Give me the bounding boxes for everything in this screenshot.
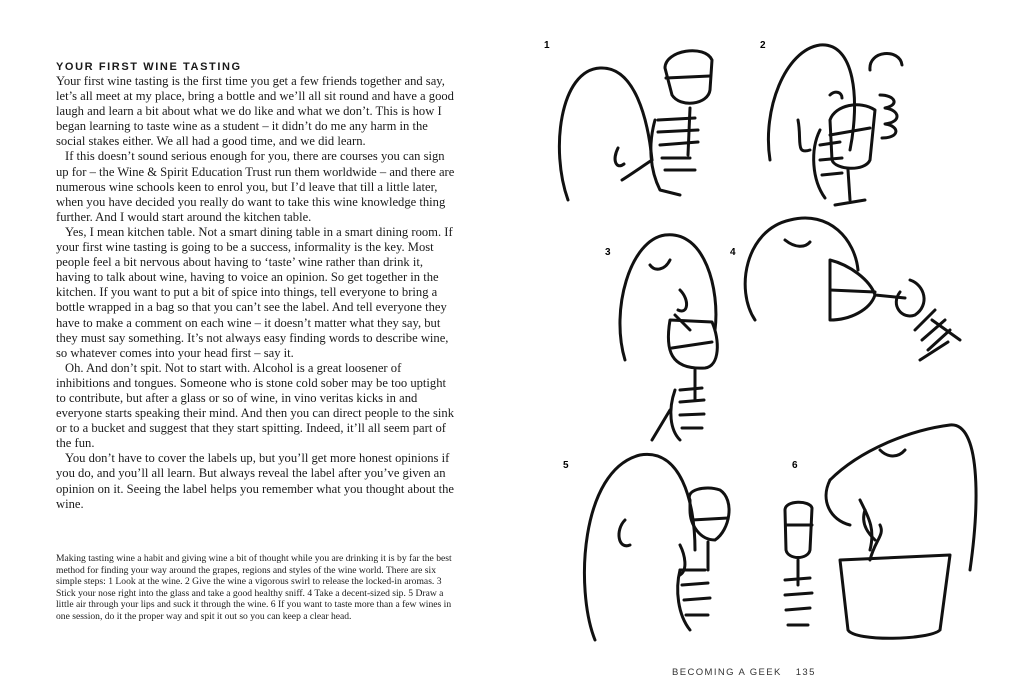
- paragraph: If this doesn’t sound serious enough for you, there are courses you can sign up for – the Wine & Spirit Education Trust run them worldwide – and there are numerous wine schools keen to enrol you, but I’d leave that till a little later, when you have decided you really do want to take this wine knowledge thing further. And I would start around the kitchen table.: [56, 149, 455, 224]
- paragraph: Oh. And don’t spit. Not to start with. Alcohol is a great loosener of inhibitions and tongues. Someone who is stone cold sober may be too uptight to contribute, but after a glass or so of wine, in vino veritas kicks in and everyone starts speaking their mind. And then you can direct people to the sink or to a bucket and suggest that they start spitting. Indeed, it’ll all seem part of the fun.: [56, 360, 455, 451]
- step-number-3: 3: [605, 247, 611, 258]
- page-footer: [672, 667, 816, 678]
- page-number: 135: [795, 667, 816, 678]
- step-number-6: 6: [792, 460, 798, 471]
- step-4-sip-drawing: [745, 218, 960, 360]
- section-heading: YOUR FIRST WINE TASTING: [56, 61, 242, 73]
- step-3-sniff-drawing: [620, 235, 717, 440]
- step-number-4: 4: [730, 247, 736, 258]
- paragraph: You don’t have to cover the labels up, but you’ll get more honest opinions if you do, and you’ll all learn. But always reveal the label after you’ve given an opinion on it. Seeing the label helps you remember what you thought about the wine.: [56, 451, 455, 511]
- paragraph: Yes, I mean kitchen table. Not a smart dining table in a smart dining room. If your first wine tasting is going to be a success, informality is the key. Most people feel a bit nervous about having to ‘taste’ wine rather than drink it, having to talk about wine, having to voice an opinion. So get together in the kitchen. If you want to put a bit of spice into things, tell everyone to bring a bottle wrapped in a bag so that you can’t see the label. And tell everyone they have to make a comment on each wine – it doesn’t matter what they say, but they must say something. It’s not always easy finding words to describe wine, so whatever comes into your head first – say it.: [56, 224, 453, 360]
- body-text: [56, 74, 456, 512]
- illustration-svg: [530, 30, 990, 650]
- step-number-2: 2: [760, 40, 766, 51]
- step-5-aerate-drawing: [584, 454, 729, 640]
- step-number-1: 1: [544, 40, 550, 51]
- step-1-look-drawing: [559, 51, 712, 200]
- paragraph: Your first wine tasting is the first time you get a few friends together and say, let’s all meet at my place, bring a bottle and we’ll all sit round and have a good laugh and learn a bit about what we do like and what we don’t. This is how I began learning to taste wine as a student – it didn’t do me any harm in the social stakes either. We all had a good time, and we did learn.: [56, 74, 454, 149]
- footer-section-title: BECOMING A GEEK: [672, 667, 782, 678]
- tasting-steps-illustration: [530, 30, 990, 650]
- illustration-caption: Making tasting wine a habit and giving wine a bit of thought while you are drinking it is by far the best method for finding your way around the grapes, regions and styles of the wine world. There are six simple steps: 1 Look at the wine. 2 Give the wine a vigorous swirl to release the locked-in aromas. 3 Stick your nose right into the glass and take a good healthy sniff. 4 Take a decent-sized sip. 5 Draw a little air through your lips and suck it through the wine. 6 If you want to taste more than a few wines in one session, do it the proper way and spit it out so you can keep a clear head.: [56, 553, 452, 622]
- step-number-5: 5: [563, 460, 569, 471]
- step-2-swirl-drawing: [768, 45, 902, 205]
- step-6-spit-drawing: [785, 425, 976, 638]
